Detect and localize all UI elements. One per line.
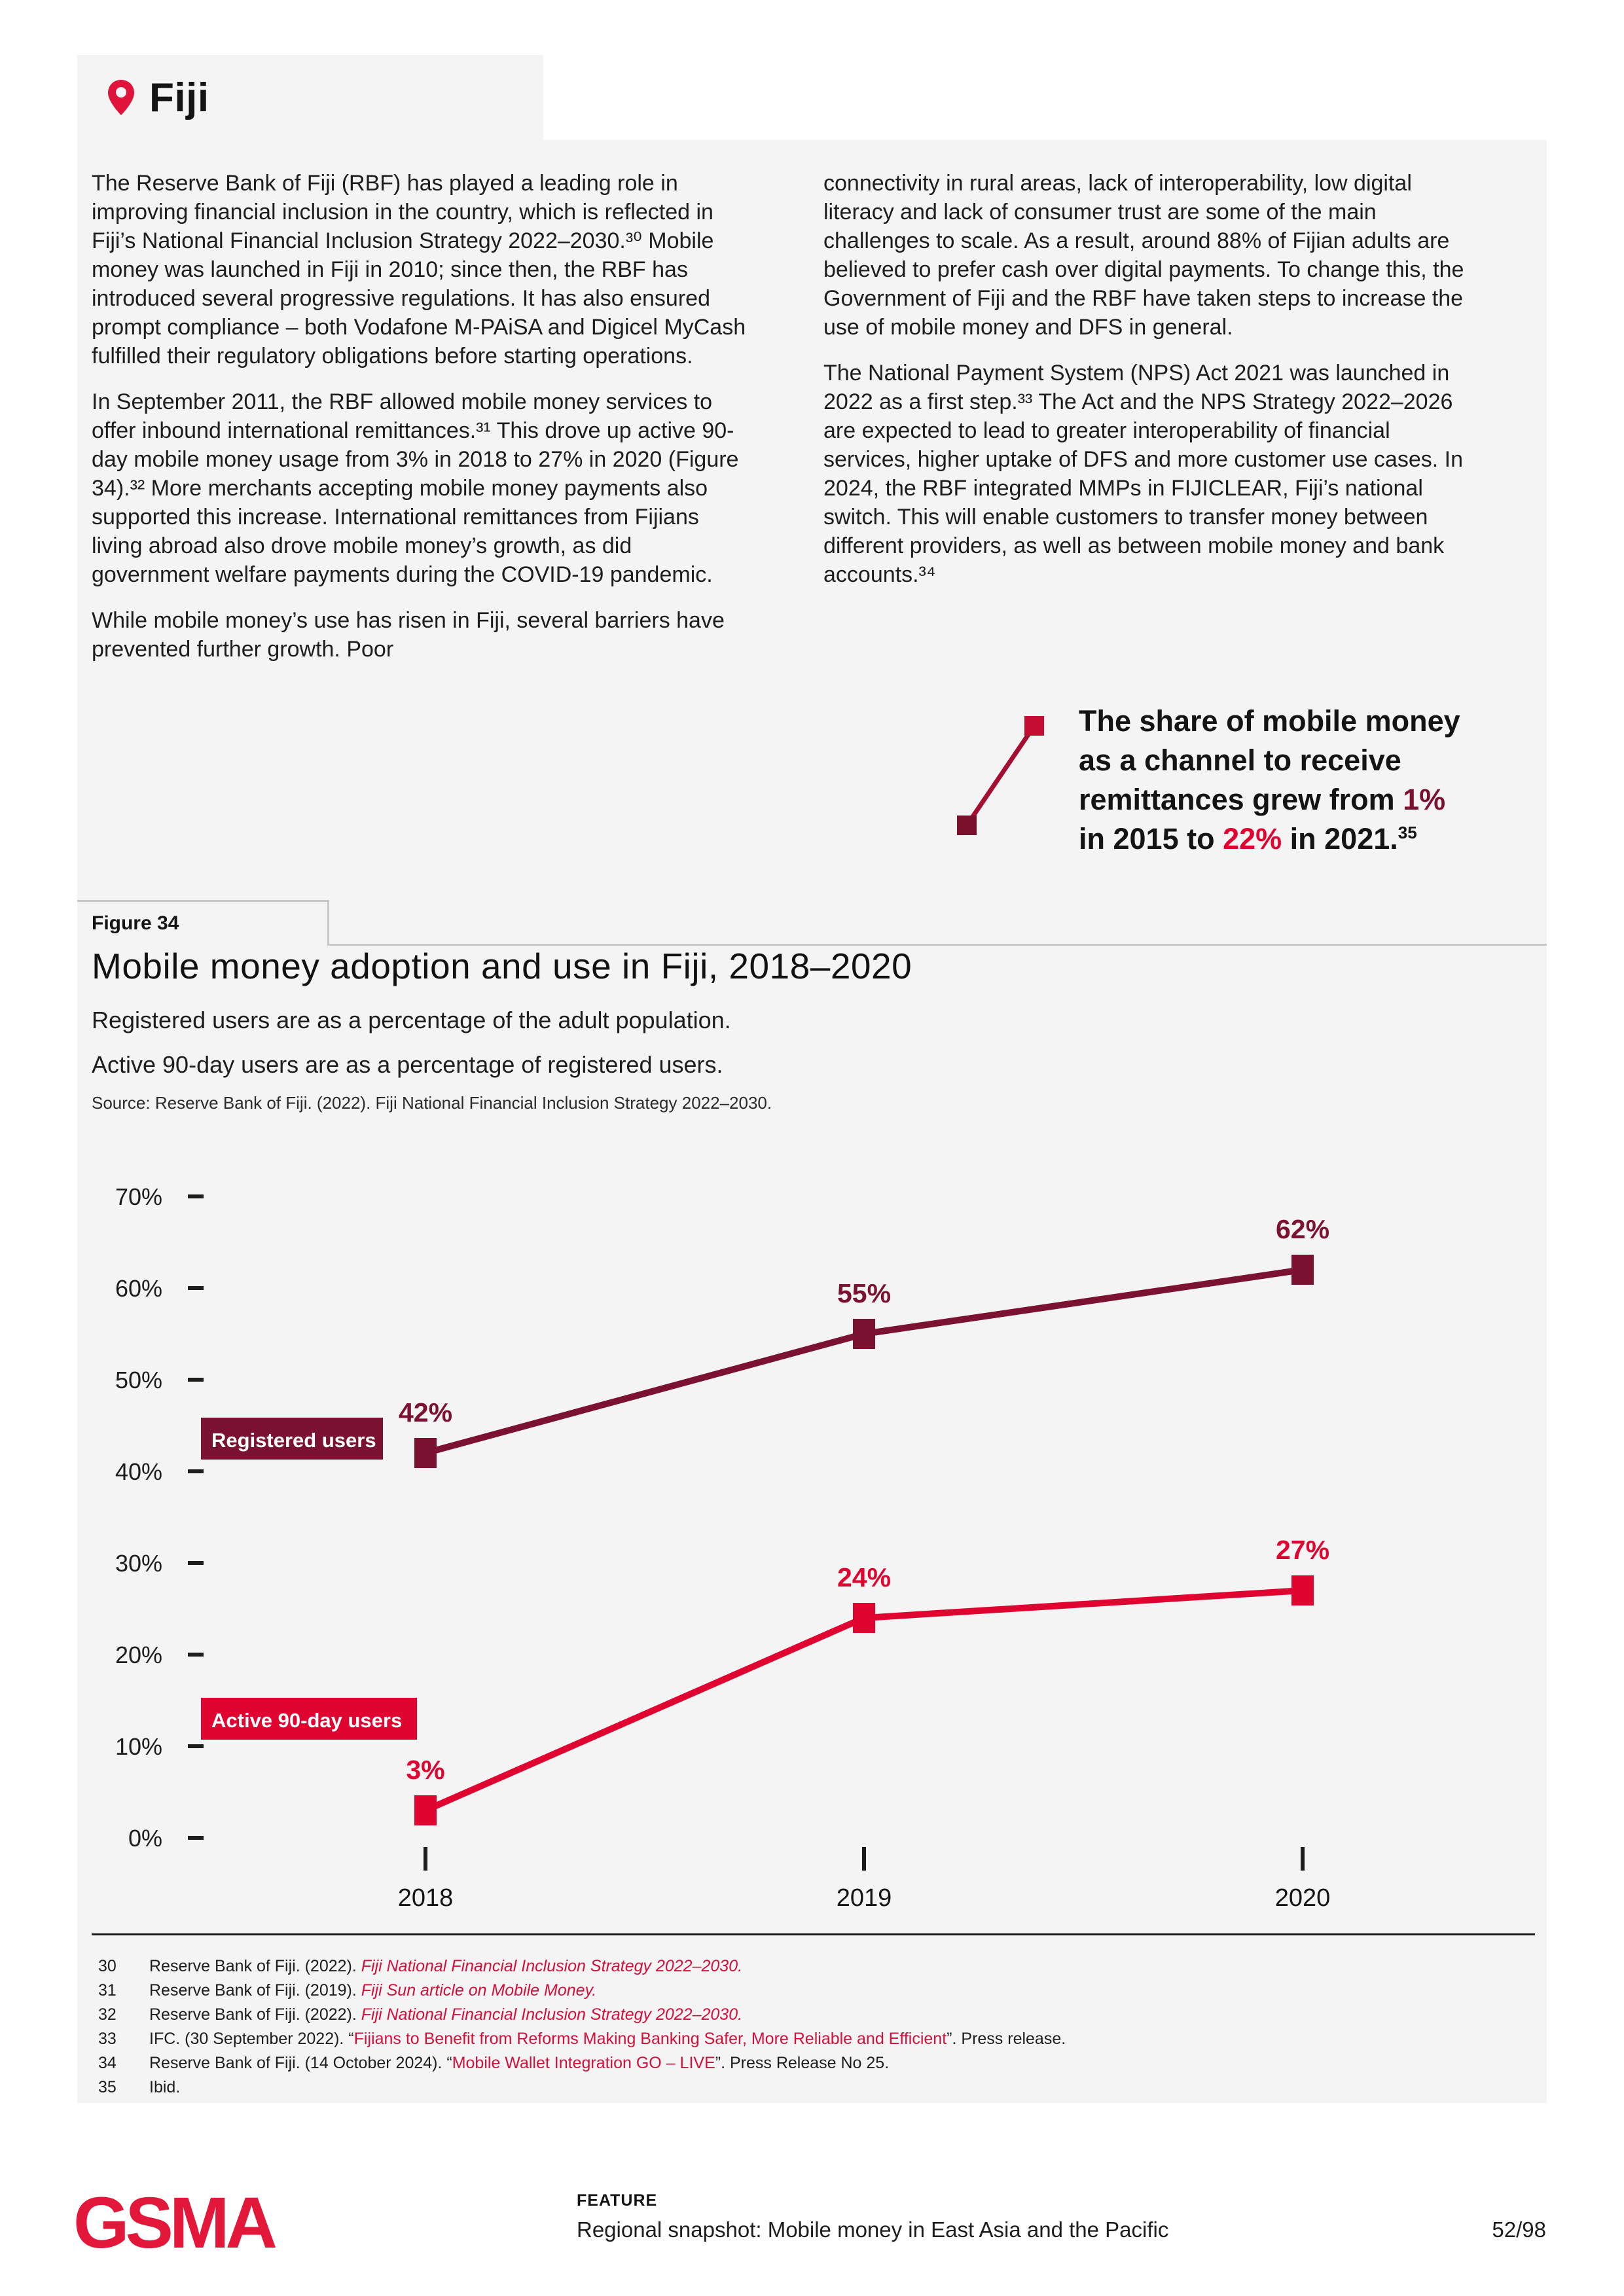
- footnote-row: [98, 1979, 1066, 2003]
- footnote-number: 30: [98, 1957, 117, 1975]
- text-span: remittances grew from: [1079, 783, 1403, 816]
- figure-number: Figure 34: [92, 912, 179, 934]
- footnote-rule: [92, 1933, 1535, 1935]
- y-axis-tick-label: 30%: [115, 1550, 162, 1577]
- footnote-link[interactable]: Fijians to Benefit from Reforms Making Banking Safer, More Reliable and Efficient: [353, 2030, 947, 2048]
- figure-source: Source: Reserve Bank of Fiji. (2022). Fiji National Financial Inclusion Strategy 2022–2030.: [92, 1093, 772, 1113]
- footnote-number: 31: [98, 1981, 117, 2000]
- paragraph: The Reserve Bank of Fiji (RBF) has played a leading role in improving financial inclusion in the country, which is reflected in Fiji’s National Financial Inclusion Strategy 2022–2030.³⁰ Mobile money was launched in Fiji in 2010; since then, the RBF has introduced several progressive regulations. It has also ensured prompt compliance – both Vodafone M-PAiSA and Digicel MyCash fulfilled their regulatory obligations before starting operations.: [92, 171, 746, 368]
- footnote-text: [149, 1979, 596, 2003]
- text-span: 22%: [1223, 822, 1282, 855]
- footnote-link[interactable]: Fiji Sun article on Mobile Money.: [361, 1981, 597, 2000]
- gsma-logo: GSMA: [73, 2183, 274, 2263]
- footnote-row: [98, 1954, 1066, 1979]
- y-axis-tick-label: 70%: [115, 1183, 162, 1210]
- footnote-text: [149, 2027, 1066, 2051]
- footnote-number: 33: [98, 2030, 117, 2048]
- data-point-label: 24%: [837, 1562, 892, 1592]
- footnote-link[interactable]: Mobile Wallet Integration GO – LIVE: [452, 2054, 715, 2072]
- footer-kicker: FEATURE: [577, 2191, 658, 2210]
- location-pin-icon: [106, 79, 136, 117]
- page-title: Fiji: [149, 75, 209, 120]
- footnotes-list: [98, 1954, 1066, 2100]
- text-span: ”. Press release.: [947, 2030, 1066, 2048]
- x-axis-year-label: 2019: [836, 1884, 892, 1912]
- callout-quote: [1079, 702, 1563, 859]
- data-point-label: 62%: [1275, 1214, 1330, 1244]
- figure-border-notch: [327, 900, 329, 946]
- data-point-marker: [414, 1795, 437, 1825]
- figure-title: Mobile money adoption and use in Fiji, 2018–2020: [92, 946, 912, 986]
- text-span: Reserve Bank of Fiji. (2022).: [149, 1957, 361, 1975]
- text-span: IFC. (30 September 2022). “: [149, 2030, 354, 2048]
- footnote-row: [98, 2051, 1066, 2075]
- y-axis-tick-label: 0%: [128, 1825, 162, 1852]
- footnote-number: 35: [98, 2078, 117, 2096]
- data-point-marker: [1291, 1575, 1314, 1605]
- footer-title: Regional snapshot: Mobile money in East Asia and the Pacific: [577, 2217, 1169, 2242]
- y-axis-tick-label: 10%: [115, 1733, 162, 1760]
- y-axis-tick-label: 50%: [115, 1367, 162, 1393]
- body-column-right: [823, 169, 1481, 606]
- text-span: The share of mobile money: [1079, 704, 1460, 738]
- data-point-marker: [853, 1603, 875, 1633]
- x-axis-year-label: 2020: [1274, 1884, 1331, 1912]
- data-point-marker: [414, 1438, 437, 1468]
- footnote-text: [149, 1954, 742, 1979]
- paragraph: connectivity in rural areas, lack of interoperability, low digital literacy and lack of consumer trust are some of the main challenges to scale. As a result, around 88% of Fijian adults are believed to prefer cash over digital payments. To change this, the Government of Fiji and the RBF have taken steps to increase the use of mobile money and DFS in general.: [823, 171, 1464, 340]
- figure-subtitle-active: Active 90-day users are as a percentage of registered users.: [92, 1051, 723, 1078]
- data-point-label: 27%: [1275, 1535, 1330, 1565]
- footnote-text: [149, 2075, 180, 2100]
- paragraph: The National Payment System (NPS) Act 2021 was launched in 2022 as a first step.³³ The Act and the NPS Strategy 2022–2026 are expected to lead to greater interoperability of financial services, higher uptake of DFS and more customer use cases. In 2024, the RBF integrated MMPs in FIJICLEAR, Fiji’s national switch. This will enable customers to transfer money between different providers, as well as between mobile money and bank accounts.³⁴: [823, 361, 1464, 587]
- text-span: Reserve Bank of Fiji. (2019).: [149, 1981, 361, 2000]
- text-span: Reserve Bank of Fiji. (14 October 2024). “: [149, 2054, 452, 2072]
- body-column-left: [92, 169, 749, 681]
- legend-label: Active 90-day users: [211, 1709, 403, 1732]
- y-axis-tick-label: 60%: [115, 1275, 162, 1302]
- text-span: in 2015 to: [1079, 822, 1223, 855]
- footnote-row: [98, 2003, 1066, 2027]
- paragraph: In September 2011, the RBF allowed mobile money services to offer inbound international remittances.³¹ This drove up active 90-day mobile money usage from 3% in 2018 to 27% in 2020 (Figure 34).³² More merchants accepting mobile money payments also supported this increase. International remittances from Fijians living abroad also drove mobile money’s growth, as did government welfare payments during the COVID-19 pandemic.: [92, 389, 739, 587]
- page-number: 52/98: [1492, 2217, 1546, 2242]
- text-span: 35: [1398, 823, 1417, 842]
- paragraph: While mobile money’s use has risen in Fiji, several barriers have prevented further growth. Poor: [92, 608, 725, 662]
- text-span: in 2021.: [1282, 822, 1398, 855]
- callout-growth-icon: [948, 708, 1053, 839]
- data-point-label: 3%: [406, 1755, 445, 1785]
- text-span: Reserve Bank of Fiji. (2022).: [149, 2005, 361, 2024]
- text-span: Ibid.: [149, 2078, 181, 2096]
- footnote-number: 34: [98, 2054, 117, 2072]
- footnote-link[interactable]: Fiji National Financial Inclusion Strategy 2022–2030.: [361, 1957, 743, 1975]
- data-point-label: 42%: [398, 1397, 453, 1427]
- data-point-label: 55%: [837, 1278, 892, 1308]
- footnote-row: [98, 2027, 1066, 2051]
- figure-subtitle-registered: Registered users are as a percentage of the adult population.: [92, 1007, 731, 1033]
- footnote-link[interactable]: Fiji National Financial Inclusion Strategy 2022–2030.: [361, 2005, 743, 2024]
- footnote-number: 32: [98, 2005, 117, 2024]
- figure-border-top-left: [77, 900, 329, 902]
- legend-label: Registered users: [211, 1429, 376, 1452]
- x-axis-year-label: 2018: [397, 1884, 454, 1912]
- country-header: [77, 55, 543, 140]
- y-axis-tick-label: 20%: [115, 1641, 162, 1668]
- data-point-marker: [853, 1319, 875, 1349]
- text-span: 1%: [1403, 783, 1446, 816]
- text-span: as a channel to receive: [1079, 744, 1401, 777]
- data-point-marker: [1291, 1255, 1314, 1285]
- footnote-row: [98, 2075, 1066, 2100]
- text-span: ”. Press Release No 25.: [715, 2054, 890, 2072]
- line-chart: [92, 1161, 1538, 1933]
- footnote-text: [149, 2003, 742, 2027]
- content-panel: [77, 140, 1547, 2103]
- footnote-text: [149, 2051, 889, 2075]
- y-axis-tick-label: 40%: [115, 1458, 162, 1485]
